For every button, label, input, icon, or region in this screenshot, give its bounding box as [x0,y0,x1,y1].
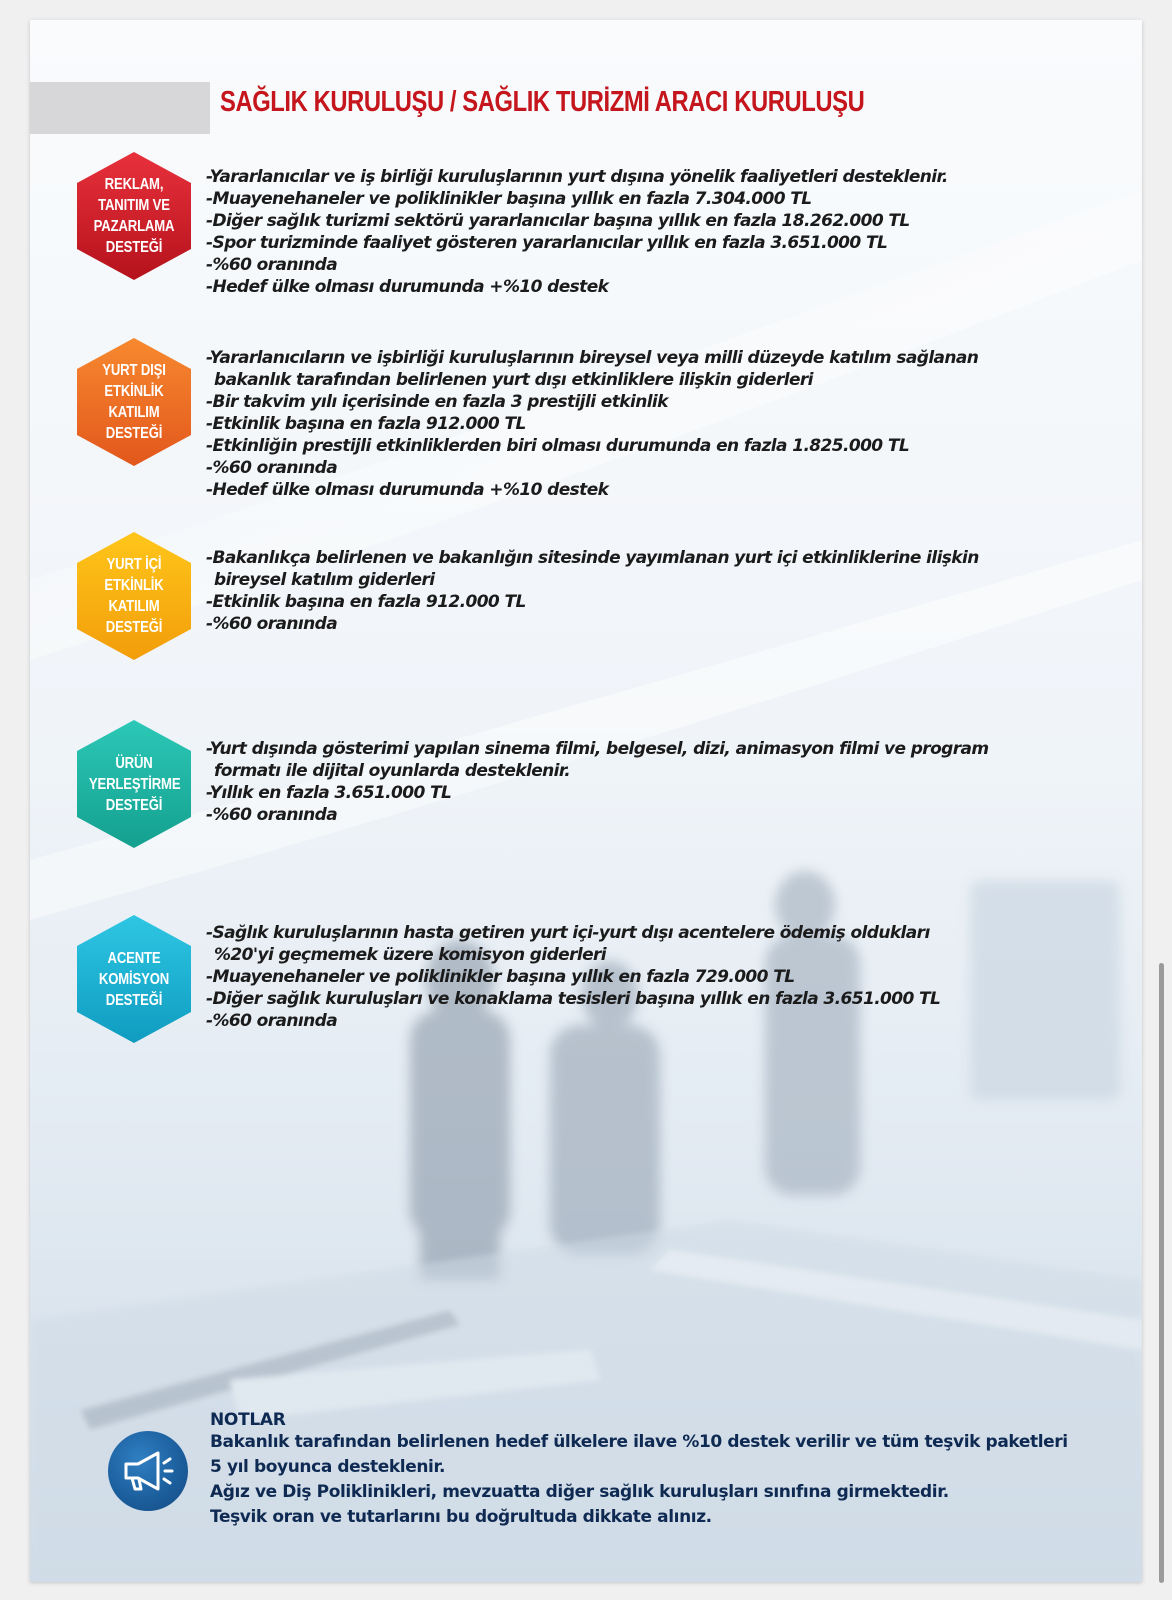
list-item: -%60 oranında [206,458,338,478]
section-lines [206,166,948,298]
list-item: -Yararlanıcıların ve işbirliği kuruluşlarının bireysel veya milli düzeyde katılım sağlanan [206,348,979,368]
section-lines [206,922,940,1032]
notes-line: Teşvik oran ve tutarlarını bu doğrultuda dikkate alınız. [210,1507,712,1527]
hex-label: ACENTE KOMİSYON DESTEĞİ [98,949,170,1009]
list-item: -Bakanlıkça belirlenen ve bakanlığın sitesinde yayımlanan yurt içi etkinliklerine ilişkin [206,548,979,568]
megaphone-icon [108,1431,188,1511]
notes-block [210,1410,1110,1530]
title-accent-bar [30,82,210,134]
list-item: -%60 oranında [206,1011,338,1031]
list-item: -%60 oranında [206,255,338,275]
list-item: -Muayenehaneler ve poliklinikler başına yıllık en fazla 7.304.000 TL [206,189,812,209]
page-title: SAĞLIK KURULUŞU / SAĞLIK TURİZMİ ARACI KURULUŞU [220,86,865,118]
list-item: bireysel katılım giderleri [214,570,435,590]
hex-badge-reklam [75,150,193,282]
list-item: -Diğer sağlık turizmi sektörü yararlanıcılar başına yıllık en fazla 18.262.000 TL [206,211,910,231]
notes-line: Bakanlık tarafından belirlenen hedef ülkelere ilave %10 destek verilir ve tüm teşvik paketleri [210,1432,1068,1452]
hex-badge-urun [75,718,193,850]
hex-badge-yurt-disi [75,336,193,468]
hex-label: YURT İÇİ ETKİNLİK KATILIM DESTEĞİ [104,556,164,636]
list-item: -Bir takvim yılı içerisinde en fazla 3 prestijli etkinlik [206,392,668,412]
list-item: -Sağlık kuruluşlarının hasta getiren yurt içi-yurt dışı acentelere ödemiş oldukları [206,923,930,943]
hex-label: ÜRÜN YERLEŞTİRME DESTEĞİ [88,754,181,814]
megaphone-glyph [108,1431,188,1511]
list-item: -%60 oranında [206,614,338,634]
notes-line: Ağız ve Diş Poliklinikleri, mevzuatta diğer sağlık kuruluşları sınıfına girmektedir. [210,1482,949,1502]
hex-badge-yurt-ici [75,530,193,662]
section-lines [206,347,978,501]
list-item: -Etkinlik başına en fazla 912.000 TL [206,592,526,612]
document-page [30,20,1142,1582]
list-item: -Yıllık en fazla 3.651.000 TL [206,783,452,803]
scrollbar-thumb[interactable] [1159,963,1164,1583]
list-item: -Hedef ülke olması durumunda +%10 destek [206,480,609,500]
section-lines [206,547,979,635]
list-item: -%60 oranında [206,805,338,825]
list-item: bakanlık tarafından belirlenen yurt dışı etkinliklere ilişkin giderleri [214,370,813,390]
section-lines [206,738,989,826]
list-item: formatı ile dijital oyunlarda desteklenir. [214,761,571,781]
hex-label: YURT DIŞI ETKİNLİK KATILIM DESTEĞİ [102,362,166,442]
notes-line: 5 yıl boyunca desteklenir. [210,1457,446,1477]
list-item: -Spor turizminde faaliyet gösteren yararlanıcılar yıllık en fazla 3.651.000 TL [206,233,888,253]
list-item: -Hedef ülke olması durumunda +%10 destek [206,277,609,297]
notes-title: NOTLAR [210,1410,286,1430]
list-item: -Yurt dışında gösterimi yapılan sinema filmi, belgesel, dizi, animasyon filmi ve program [206,739,989,759]
list-item: %20'yi geçmemek üzere komisyon giderleri [214,945,607,965]
list-item: -Yararlanıcılar ve iş birliği kuruluşlarının yurt dışına yönelik faaliyetleri desteklenir. [206,167,948,187]
hex-label: REKLAM, TANITIM VE PAZARLAMA DESTEĞİ [93,176,175,256]
hex-badge-acente [75,913,193,1045]
list-item: -Muayenehaneler ve poliklinikler başına yıllık en fazla 729.000 TL [206,967,795,987]
list-item: -Diğer sağlık kuruluşları ve konaklama tesisleri başına yıllık en fazla 3.651.000 TL [206,989,941,1009]
list-item: -Etkinlik başına en fazla 912.000 TL [206,414,526,434]
list-item: -Etkinliğin prestijli etkinliklerden biri olması durumunda en fazla 1.825.000 TL [206,436,910,456]
